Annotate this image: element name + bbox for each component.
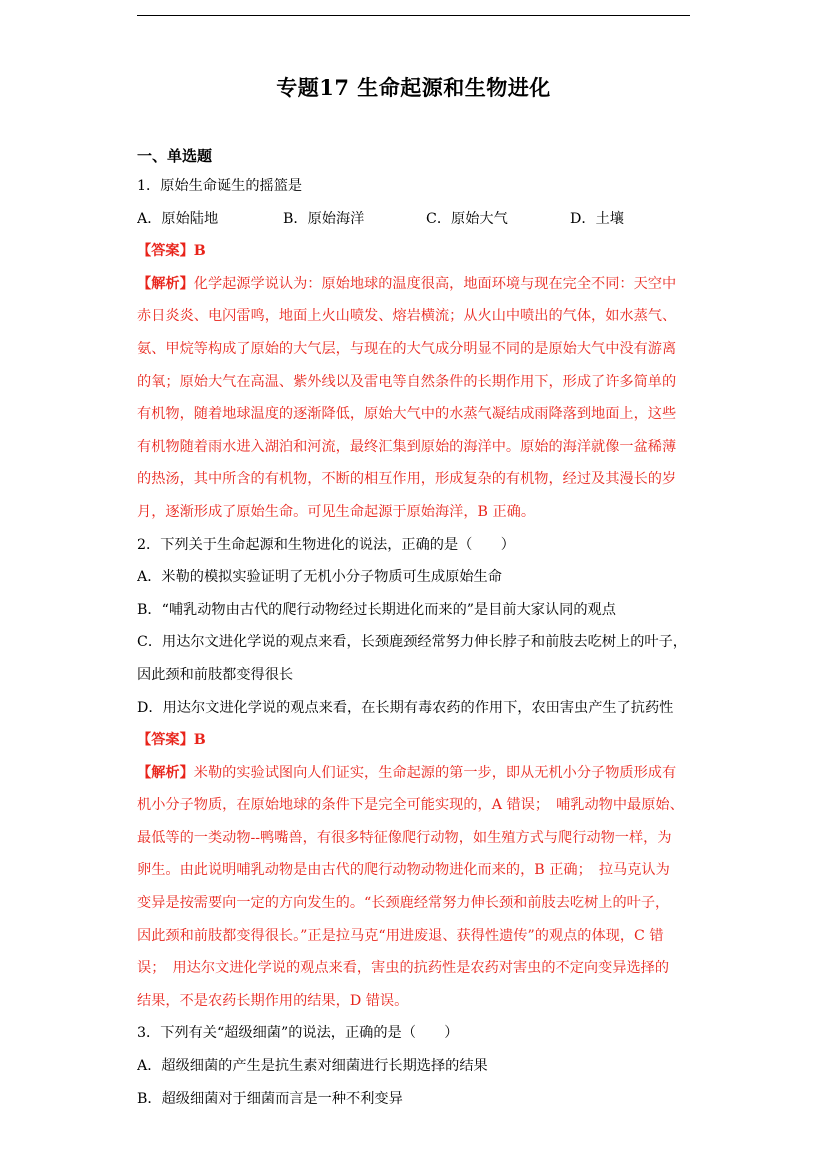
question-2-option-d: D．用达尔文进化学说的观点来看，在长期有毒农药的作用下，农田害虫产生了抗药性 [137,699,674,716]
question-2-analysis-line: 误； 用达尔文进化学说的观点来看，害虫的抗药性是农药对害虫的不定向变异选择的 [137,960,670,977]
question-2-option-c-continued: 因此颈和前肢都变得很长 [137,666,294,683]
question-1-analysis-line: 赤日炎炎、电闪雷鸣，地面上火山喷发、熔岩横流；从火山中喷出的气体，如水蒸气、 [137,308,677,325]
question-3-option-a: A．超级细菌的产生是抗生素对细菌进行长期选择的结果 [137,1058,488,1075]
question-2-option-b: B．“哺乳动物由古代的爬行动物经过长期进化而来的”是目前大家认同的观点 [137,601,616,618]
question-2-stem: 2．下列关于生命起源和生物进化的说法，正确的是（ ） [137,536,515,553]
option-b: B．原始海洋 [283,210,365,227]
question-1-stem: 1．原始生命诞生的摇篮是 [137,178,303,194]
question-2-analysis-line: 机小分子物质，在原始地球的条件下是完全可能实现的，A 错误； 哺乳动物中最原始、 [137,797,684,814]
question-1-analysis-line: 有机物，随着地球温度的逐渐降低，原始大气中的水蒸气凝结成雨降落到地面上，这些 [137,406,677,423]
option-a: A．原始陆地 [137,210,219,227]
option-c: C．原始大气 [426,210,508,227]
question-2-analysis-line: 卵生。由此说明哺乳动物是由古代的爬行动物动物进化而来的，B 正确； 拉马克认为 [137,862,670,879]
option-d: D．土壤 [570,210,624,227]
question-2-analysis-line [137,759,693,792]
section-heading: 一、单选题 [137,147,213,165]
question-1-answer: 【答案】B [137,243,206,260]
question-1-analysis-line: 的热汤，其中所含的有机物，不断的相互作用，形成复杂的有机物，经过及其漫长的岁 [137,471,677,488]
question-1-analysis-line: 氨、甲烷等构成了原始的大气层，与现在的大气成分明显不同的是原始大气中没有游离 [137,340,677,357]
question-3-stem: 3．下列有关“超级细菌”的说法，正确的是（ ） [137,1025,459,1042]
question-2-analysis-line: 最低等的一类动物--鸭嘴兽，有很多特征像爬行动物，如生殖方式与爬行动物一样，为 [137,829,672,846]
question-1-options [137,205,693,238]
question-2-option-c: C．用达尔文进化学说的观点来看，长颈鹿颈经常努力伸长脖子和前肢去吃树上的叶子， [137,634,687,651]
question-3-option-b: B．超级细菌对于细菌而言是一种不利变异 [137,1090,403,1107]
page-title: 专题17 生命起源和生物进化 [276,75,551,100]
question-1-analysis-line: 有机物随着雨水进入湖泊和河流，最终汇集到原始的海洋中。原始的海洋就像一盆稀薄 [137,438,677,455]
question-2-analysis-line: 变异是按需要向一定的方向发生的。“长颈鹿经常努力伸长颈和前肢去吃树上的叶子， [137,895,670,912]
question-2-option-a: A．米勒的模拟实验证明了无机小分子物质可生成原始生命 [137,569,502,586]
analysis-tag: 【解析】 [137,275,194,292]
question-2-answer: 【答案】B [137,732,206,749]
analysis-tag: 【解析】 [137,764,194,781]
question-1-analysis-line: 的氧；原始大气在高温、紫外线以及雷电等自然条件的长期作用下，形成了许多简单的 [137,373,677,390]
question-content [137,172,693,1117]
analysis-text: 米勒的实验试图向人们证实，生命起源的第一步，即从无机小分子物质形成有 [193,764,677,781]
analysis-text: 化学起源学说认为：原始地球的温度很高，地面环境与现在完全不同：天空中 [193,275,677,292]
question-2-analysis-line: 因此颈和前肢都变得很长。”正是拉马克“用进废退、获得性遗传”的观点的体现，C 错 [137,927,664,944]
question-2-analysis-line: 结果，不是农药长期作用的结果，D 错误。 [137,992,409,1009]
question-1-analysis-line: 月，逐渐形成了原始生命。可见生命起源于原始海洋，B 正确。 [137,503,536,520]
header-rule [137,15,690,16]
question-1-analysis-line [137,270,693,303]
